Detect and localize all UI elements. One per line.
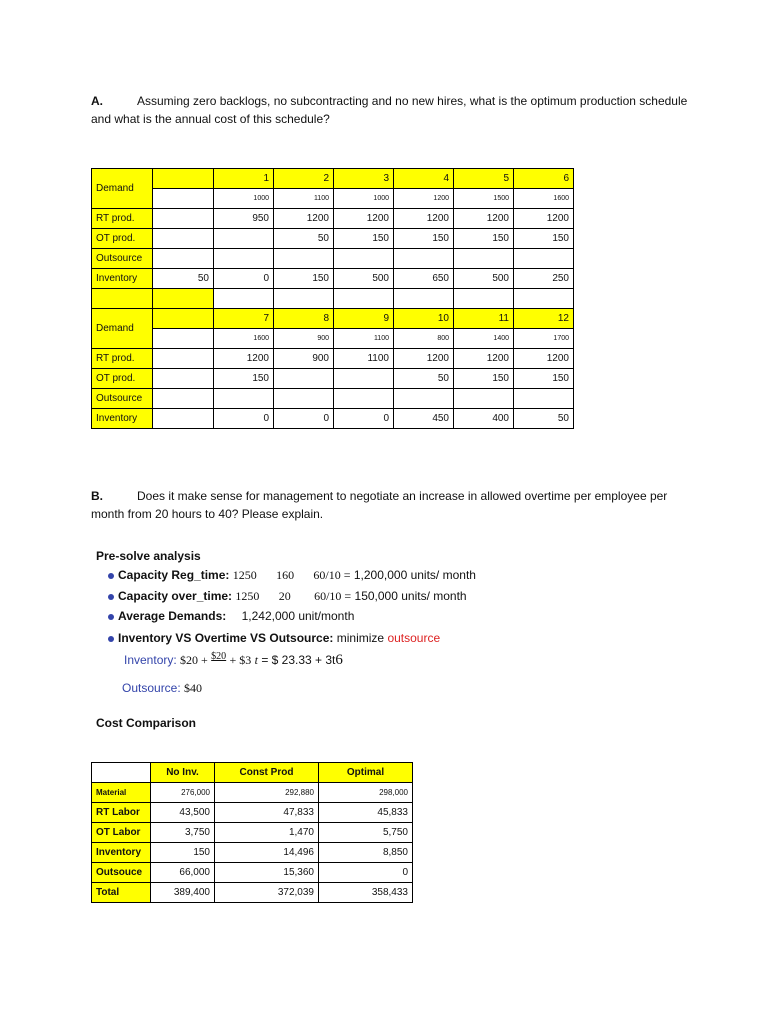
capacity-reg-b: 160 [276, 568, 295, 582]
demand-cell: 1600 [214, 329, 274, 349]
inventory-cell: 0 [334, 409, 394, 429]
outsource-cell [394, 389, 454, 409]
average-demand-bullet [108, 609, 354, 623]
rt-cell: 1200 [514, 349, 574, 369]
capacity-ot-c: 60/10 = [314, 589, 352, 603]
blank-cell [153, 229, 214, 249]
inventory-label: Inventory [92, 269, 153, 289]
ot-cell: 50 [394, 369, 454, 389]
bullet-icon [108, 573, 114, 579]
capacity-reg-bullet [108, 568, 476, 583]
cost-cell: 5,750 [319, 823, 413, 843]
rt-cell: 950 [214, 209, 274, 229]
rt-cell: 1100 [334, 349, 394, 369]
cost-cell: 15,360 [215, 863, 319, 883]
blank-cell [153, 349, 214, 369]
ot-cell: 150 [394, 229, 454, 249]
outsource-cost-label: Outsource: [122, 681, 181, 695]
cost-cell: 372,039 [215, 883, 319, 903]
presolve-title: Pre-solve analysis [96, 549, 201, 563]
ot-cell: 150 [454, 229, 514, 249]
inventory-formula-var: t [254, 653, 258, 667]
capacity-reg-c: 60/10 = [313, 568, 351, 582]
outsource-cell [454, 389, 514, 409]
cost-cell: 298,000 [319, 783, 413, 803]
inventory-cell: 50 [514, 409, 574, 429]
column-header: No Inv. [151, 763, 215, 783]
month-row-1 [92, 169, 574, 189]
inventory-vs-label: Inventory VS Overtime VS Outsource: [118, 631, 334, 645]
ot-cell [334, 369, 394, 389]
cost-cell: 43,500 [151, 803, 215, 823]
inventory-cell: 650 [394, 269, 454, 289]
blank-cell [214, 289, 274, 309]
outsource-cell [274, 249, 334, 269]
month-cell: 6 [514, 169, 574, 189]
cost-cell: 276,000 [151, 783, 215, 803]
inventory-formula-part: + $3 [229, 653, 252, 667]
inventory-formula-fraction: $20 [211, 651, 227, 662]
cost-cell: 47,833 [215, 803, 319, 823]
blank-cell [514, 289, 574, 309]
blank-cell [92, 289, 153, 309]
demand-row-1 [92, 189, 574, 209]
inventory-cell: 0 [214, 409, 274, 429]
ot-cell: 150 [454, 369, 514, 389]
cost-cell: 150 [151, 843, 215, 863]
outsource-label: Outsource [92, 389, 153, 409]
bullet-icon [108, 636, 114, 642]
month-cell: 7 [214, 309, 274, 329]
blank-cell [153, 369, 214, 389]
column-header: Const Prod [215, 763, 319, 783]
ot-cell: 150 [514, 369, 574, 389]
inventory-row-1 [92, 269, 574, 289]
rt-cell: 1200 [454, 209, 514, 229]
outsource-cost-value: $40 [184, 681, 203, 695]
outsource-row-2 [92, 389, 574, 409]
cost-row-material [92, 783, 413, 803]
average-demand-value: 1,242,000 unit/month [241, 609, 355, 623]
production-schedule-table [91, 168, 574, 429]
inventory-start-cell: 50 [153, 269, 214, 289]
demand-cell: 1700 [514, 329, 574, 349]
month-cell: 1 [214, 169, 274, 189]
outsource-cell [514, 249, 574, 269]
ot-cell [214, 229, 274, 249]
inventory-cell: 500 [334, 269, 394, 289]
month-cell: 10 [394, 309, 454, 329]
demand-cell: 800 [394, 329, 454, 349]
row-label: Outsouce [92, 863, 151, 883]
ot-row-1 [92, 229, 574, 249]
blank-cell [153, 389, 214, 409]
cost-header-row [92, 763, 413, 783]
inventory-formula-label: Inventory: [124, 653, 177, 667]
outsource-cell [274, 389, 334, 409]
question-a-letter: A. [91, 94, 103, 108]
demand-cell: 1500 [454, 189, 514, 209]
cost-cell: 358,433 [319, 883, 413, 903]
outsource-cell [514, 389, 574, 409]
cost-row-total [92, 883, 413, 903]
inventory-cell: 0 [274, 409, 334, 429]
demand-row-2 [92, 329, 574, 349]
month-cell: 4 [394, 169, 454, 189]
month-cell: 3 [334, 169, 394, 189]
rt-cell: 1200 [394, 349, 454, 369]
demand-cell: 1200 [394, 189, 454, 209]
row-label: OT Labor [92, 823, 151, 843]
ot-row-2 [92, 369, 574, 389]
month-cell: 2 [274, 169, 334, 189]
rt-cell: 900 [274, 349, 334, 369]
inventory-cell: 0 [214, 269, 274, 289]
inventory-cell: 450 [394, 409, 454, 429]
month-cell: 8 [274, 309, 334, 329]
cost-row-rt-labor [92, 803, 413, 823]
capacity-reg-label: Capacity Reg_time: [118, 568, 230, 582]
rt-label: RT prod. [92, 209, 153, 229]
cost-cell: 66,000 [151, 863, 215, 883]
blank-cell [454, 289, 514, 309]
cost-row-ot-labor [92, 823, 413, 843]
blank-cell [153, 409, 214, 429]
capacity-ot-bullet [108, 589, 467, 604]
ot-label: OT prod. [92, 369, 153, 389]
demand-cell: 1100 [274, 189, 334, 209]
rt-cell: 1200 [334, 209, 394, 229]
rt-cell: 1200 [214, 349, 274, 369]
question-b [91, 487, 681, 523]
cost-cell: 45,833 [319, 803, 413, 823]
inventory-vs-bullet [108, 631, 440, 645]
rt-cell: 1200 [454, 349, 514, 369]
inventory-formula-part: $20 + [180, 653, 208, 667]
bullet-icon [108, 594, 114, 600]
cost-row-outsource [92, 863, 413, 883]
demand-cell: 1000 [214, 189, 274, 209]
capacity-reg-a: 1250 [232, 568, 257, 582]
inventory-formula [124, 652, 343, 669]
outsource-cell [394, 249, 454, 269]
inventory-label: Inventory [92, 409, 153, 429]
ot-cell: 150 [334, 229, 394, 249]
inventory-formula-tail: 6 [335, 652, 343, 668]
blank-cell [153, 329, 214, 349]
cost-comparison-table [91, 762, 413, 903]
rt-label: RT prod. [92, 349, 153, 369]
month-cell: 12 [514, 309, 574, 329]
separator-row [92, 289, 574, 309]
ot-cell: 150 [514, 229, 574, 249]
outsource-cell [334, 389, 394, 409]
capacity-ot-result: 150,000 units/ month [354, 589, 467, 603]
blank-cell [153, 249, 214, 269]
question-b-letter: B. [91, 489, 103, 503]
month-cell: 11 [454, 309, 514, 329]
column-header: Optimal [319, 763, 413, 783]
cost-cell: 8,850 [319, 843, 413, 863]
ot-cell [274, 369, 334, 389]
cost-cell: 389,400 [151, 883, 215, 903]
outsource-row-1 [92, 249, 574, 269]
month-cell: 9 [334, 309, 394, 329]
cost-cell: 3,750 [151, 823, 215, 843]
rt-row-1 [92, 209, 574, 229]
outsource-highlight: outsource [387, 631, 441, 645]
outsource-label: Outsource [92, 249, 153, 269]
blank-cell [153, 189, 214, 209]
inventory-cell: 500 [454, 269, 514, 289]
blank-cell [153, 309, 214, 329]
cost-cell: 14,496 [215, 843, 319, 863]
rt-cell: 1200 [394, 209, 454, 229]
question-b-text: Does it make sense for management to negotiate an increase in allowed overtime per employee per month from 20 hours to 40? Please explain. [91, 489, 668, 521]
rt-row-2 [92, 349, 574, 369]
capacity-ot-a: 1250 [235, 589, 260, 603]
demand-cell: 1600 [514, 189, 574, 209]
demand-cell: 1400 [454, 329, 514, 349]
cost-row-inventory [92, 843, 413, 863]
cost-cell: 1,470 [215, 823, 319, 843]
average-demand-label: Average Demands: [118, 609, 227, 623]
cost-cell: 0 [319, 863, 413, 883]
question-a [91, 92, 691, 128]
inventory-cell: 150 [274, 269, 334, 289]
blank-cell [334, 289, 394, 309]
blank-cell [92, 763, 151, 783]
ot-cell: 150 [214, 369, 274, 389]
capacity-ot-b: 20 [278, 589, 291, 603]
cost-comparison-title: Cost Comparison [96, 716, 197, 730]
blank-cell [394, 289, 454, 309]
question-a-text: Assuming zero backlogs, no subcontracting and no new hires, what is the optimum production schedule and what is the annual cost of this schedule? [91, 94, 688, 126]
inventory-formula-result: = $ 23.33 + 3t [261, 653, 336, 667]
cost-cell: 292,880 [215, 783, 319, 803]
rt-cell: 1200 [514, 209, 574, 229]
ot-label: OT prod. [92, 229, 153, 249]
blank-cell [274, 289, 334, 309]
outsource-cost [122, 681, 202, 696]
month-row-2 [92, 309, 574, 329]
demand-label: Demand [92, 169, 153, 209]
demand-cell: 900 [274, 329, 334, 349]
bullet-icon [108, 614, 114, 620]
month-cell: 5 [454, 169, 514, 189]
blank-cell [153, 169, 214, 189]
ot-cell: 50 [274, 229, 334, 249]
row-label: Material [92, 783, 151, 803]
inventory-row-2 [92, 409, 574, 429]
row-label: RT Labor [92, 803, 151, 823]
row-label: Total [92, 883, 151, 903]
inventory-cell: 400 [454, 409, 514, 429]
demand-cell: 1100 [334, 329, 394, 349]
outsource-cell [454, 249, 514, 269]
outsource-cell [214, 249, 274, 269]
rt-cell: 1200 [274, 209, 334, 229]
capacity-reg-result: 1,200,000 units/ month [353, 568, 476, 582]
blank-cell [153, 209, 214, 229]
outsource-cell [214, 389, 274, 409]
capacity-ot-label: Capacity over_time: [118, 589, 233, 603]
outsource-cell [334, 249, 394, 269]
inventory-cell: 250 [514, 269, 574, 289]
row-label: Inventory [92, 843, 151, 863]
minimize-text: minimize [336, 631, 385, 645]
demand-cell: 1000 [334, 189, 394, 209]
blank-cell [153, 289, 214, 309]
demand-label: Demand [92, 309, 153, 349]
